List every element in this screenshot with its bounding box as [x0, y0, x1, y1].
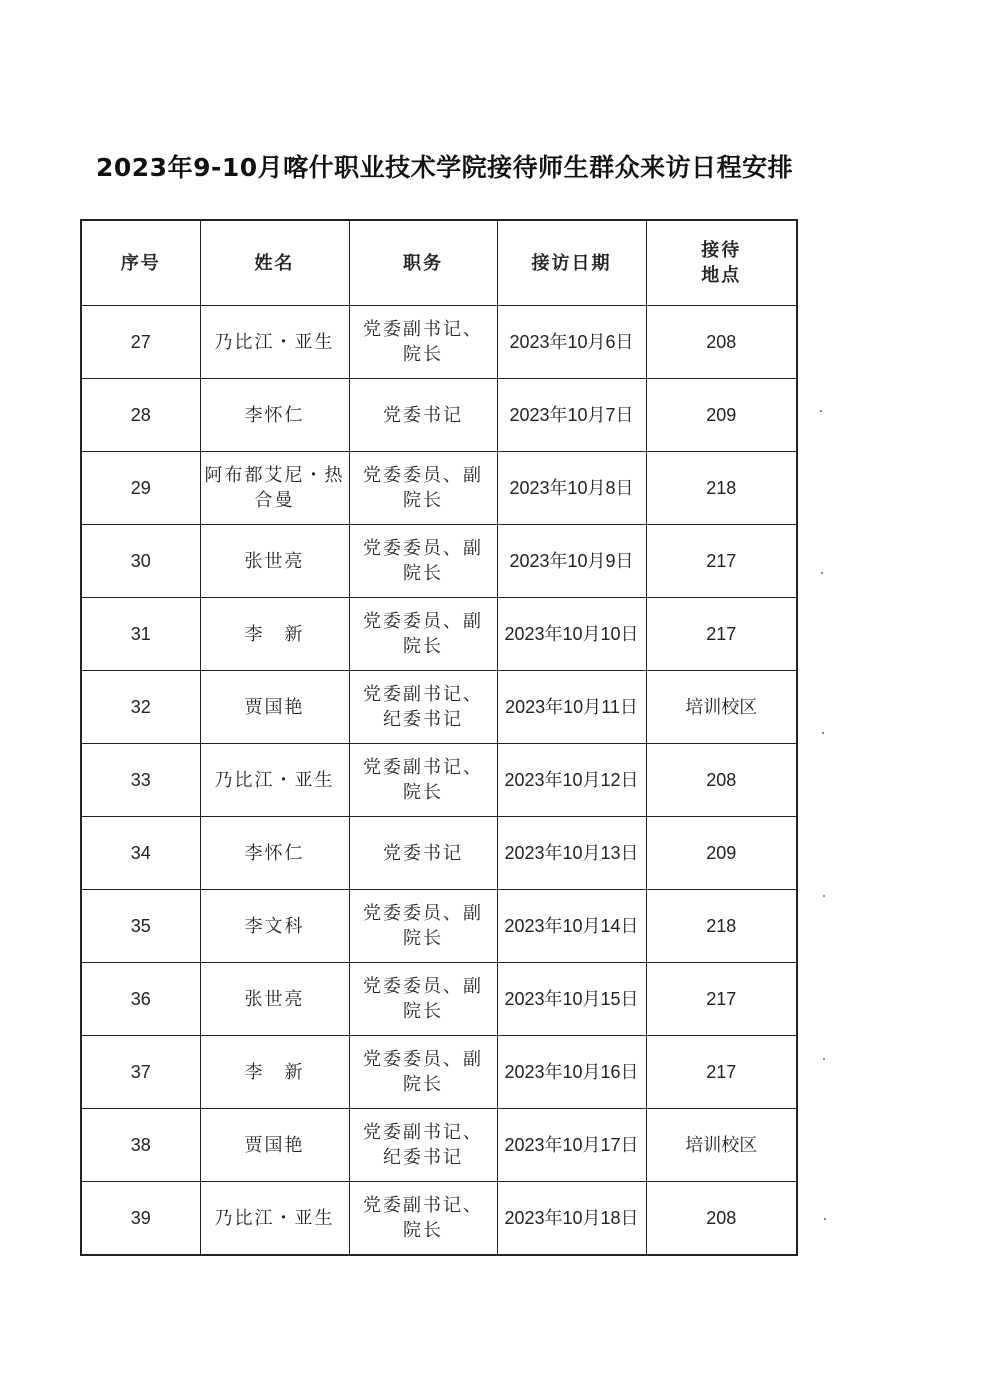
row-location: 208 [646, 1182, 797, 1256]
page-title: 2023年9-10月喀什职业技术学院接待师生群众来访日程安排 [96, 153, 794, 182]
row-name: 乃比江・亚生 [200, 744, 349, 817]
table-row [81, 963, 797, 1036]
row-date: 2023年10月6日 [497, 306, 646, 379]
column-header-name: 姓名 [200, 220, 349, 306]
table-row [81, 452, 797, 525]
schedule-table [80, 219, 798, 1256]
row-name: 张世亮 [200, 963, 349, 1036]
row-role: 党委委员、副院长 [349, 452, 497, 525]
row-role: 党委委员、副院长 [349, 525, 497, 598]
row-role: 党委委员、副院长 [349, 1036, 497, 1109]
row-location: 208 [646, 306, 797, 379]
column-header-date: 接访日期 [497, 220, 646, 306]
row-location: 217 [646, 525, 797, 598]
row-date: 2023年10月13日 [497, 817, 646, 890]
table-header-row [81, 220, 797, 306]
row-date: 2023年10月7日 [497, 379, 646, 452]
row-name: 李文科 [200, 890, 349, 963]
row-seq: 35 [81, 890, 200, 963]
row-seq: 30 [81, 525, 200, 598]
row-name: 乃比江・亚生 [200, 306, 349, 379]
column-header-location [646, 220, 797, 306]
row-date: 2023年10月16日 [497, 1036, 646, 1109]
scan-speck [823, 1058, 825, 1060]
row-name: 乃比江・亚生 [200, 1182, 349, 1256]
table-row [81, 744, 797, 817]
row-date: 2023年10月17日 [497, 1109, 646, 1182]
row-location: 217 [646, 963, 797, 1036]
row-name: 贾国艳 [200, 671, 349, 744]
row-role: 党委副书记、纪委书记 [349, 1109, 497, 1182]
row-seq: 29 [81, 452, 200, 525]
row-name: 李怀仁 [200, 379, 349, 452]
row-date: 2023年10月10日 [497, 598, 646, 671]
row-role: 党委副书记、院长 [349, 744, 497, 817]
table-row [81, 525, 797, 598]
row-location: 217 [646, 1036, 797, 1109]
table-row [81, 306, 797, 379]
row-role: 党委委员、副院长 [349, 598, 497, 671]
table-row [81, 379, 797, 452]
row-date: 2023年10月14日 [497, 890, 646, 963]
row-date: 2023年10月9日 [497, 525, 646, 598]
table-row [81, 890, 797, 963]
row-seq: 31 [81, 598, 200, 671]
scan-speck [821, 572, 823, 574]
row-location: 培训校区 [646, 671, 797, 744]
table-row [81, 598, 797, 671]
row-seq: 36 [81, 963, 200, 1036]
row-name: 李 新 [200, 598, 349, 671]
column-header-location-label: 接待地点 [701, 240, 742, 286]
row-name: 李 新 [200, 1036, 349, 1109]
scan-speck [820, 410, 822, 412]
row-date: 2023年10月11日 [497, 671, 646, 744]
row-name: 李怀仁 [200, 817, 349, 890]
row-seq: 32 [81, 671, 200, 744]
scan-speck [822, 732, 824, 734]
scan-speck [823, 895, 825, 897]
row-seq: 39 [81, 1182, 200, 1256]
column-header-seq: 序号 [81, 220, 200, 306]
row-name: 张世亮 [200, 525, 349, 598]
row-date: 2023年10月8日 [497, 452, 646, 525]
row-location: 217 [646, 598, 797, 671]
row-name: 阿布都艾尼・热合曼 [200, 452, 349, 525]
row-location: 208 [646, 744, 797, 817]
row-location: 218 [646, 452, 797, 525]
table-row [81, 817, 797, 890]
row-location: 218 [646, 890, 797, 963]
table-row [81, 1109, 797, 1182]
row-date: 2023年10月12日 [497, 744, 646, 817]
row-seq: 33 [81, 744, 200, 817]
row-role: 党委书记 [349, 379, 497, 452]
row-location: 培训校区 [646, 1109, 797, 1182]
row-name: 贾国艳 [200, 1109, 349, 1182]
row-role: 党委副书记、院长 [349, 306, 497, 379]
column-header-role: 职务 [349, 220, 497, 306]
row-role: 党委书记 [349, 817, 497, 890]
row-date: 2023年10月15日 [497, 963, 646, 1036]
row-seq: 37 [81, 1036, 200, 1109]
row-seq: 27 [81, 306, 200, 379]
row-location: 209 [646, 379, 797, 452]
table-row [81, 671, 797, 744]
row-role: 党委委员、副院长 [349, 963, 497, 1036]
row-role: 党委副书记、纪委书记 [349, 671, 497, 744]
table-row [81, 1036, 797, 1109]
row-date: 2023年10月18日 [497, 1182, 646, 1256]
row-location: 209 [646, 817, 797, 890]
row-seq: 38 [81, 1109, 200, 1182]
scan-speck [824, 1218, 826, 1220]
row-role: 党委委员、副院长 [349, 890, 497, 963]
table-row [81, 1182, 797, 1256]
row-seq: 34 [81, 817, 200, 890]
row-seq: 28 [81, 379, 200, 452]
row-role: 党委副书记、院长 [349, 1182, 497, 1256]
